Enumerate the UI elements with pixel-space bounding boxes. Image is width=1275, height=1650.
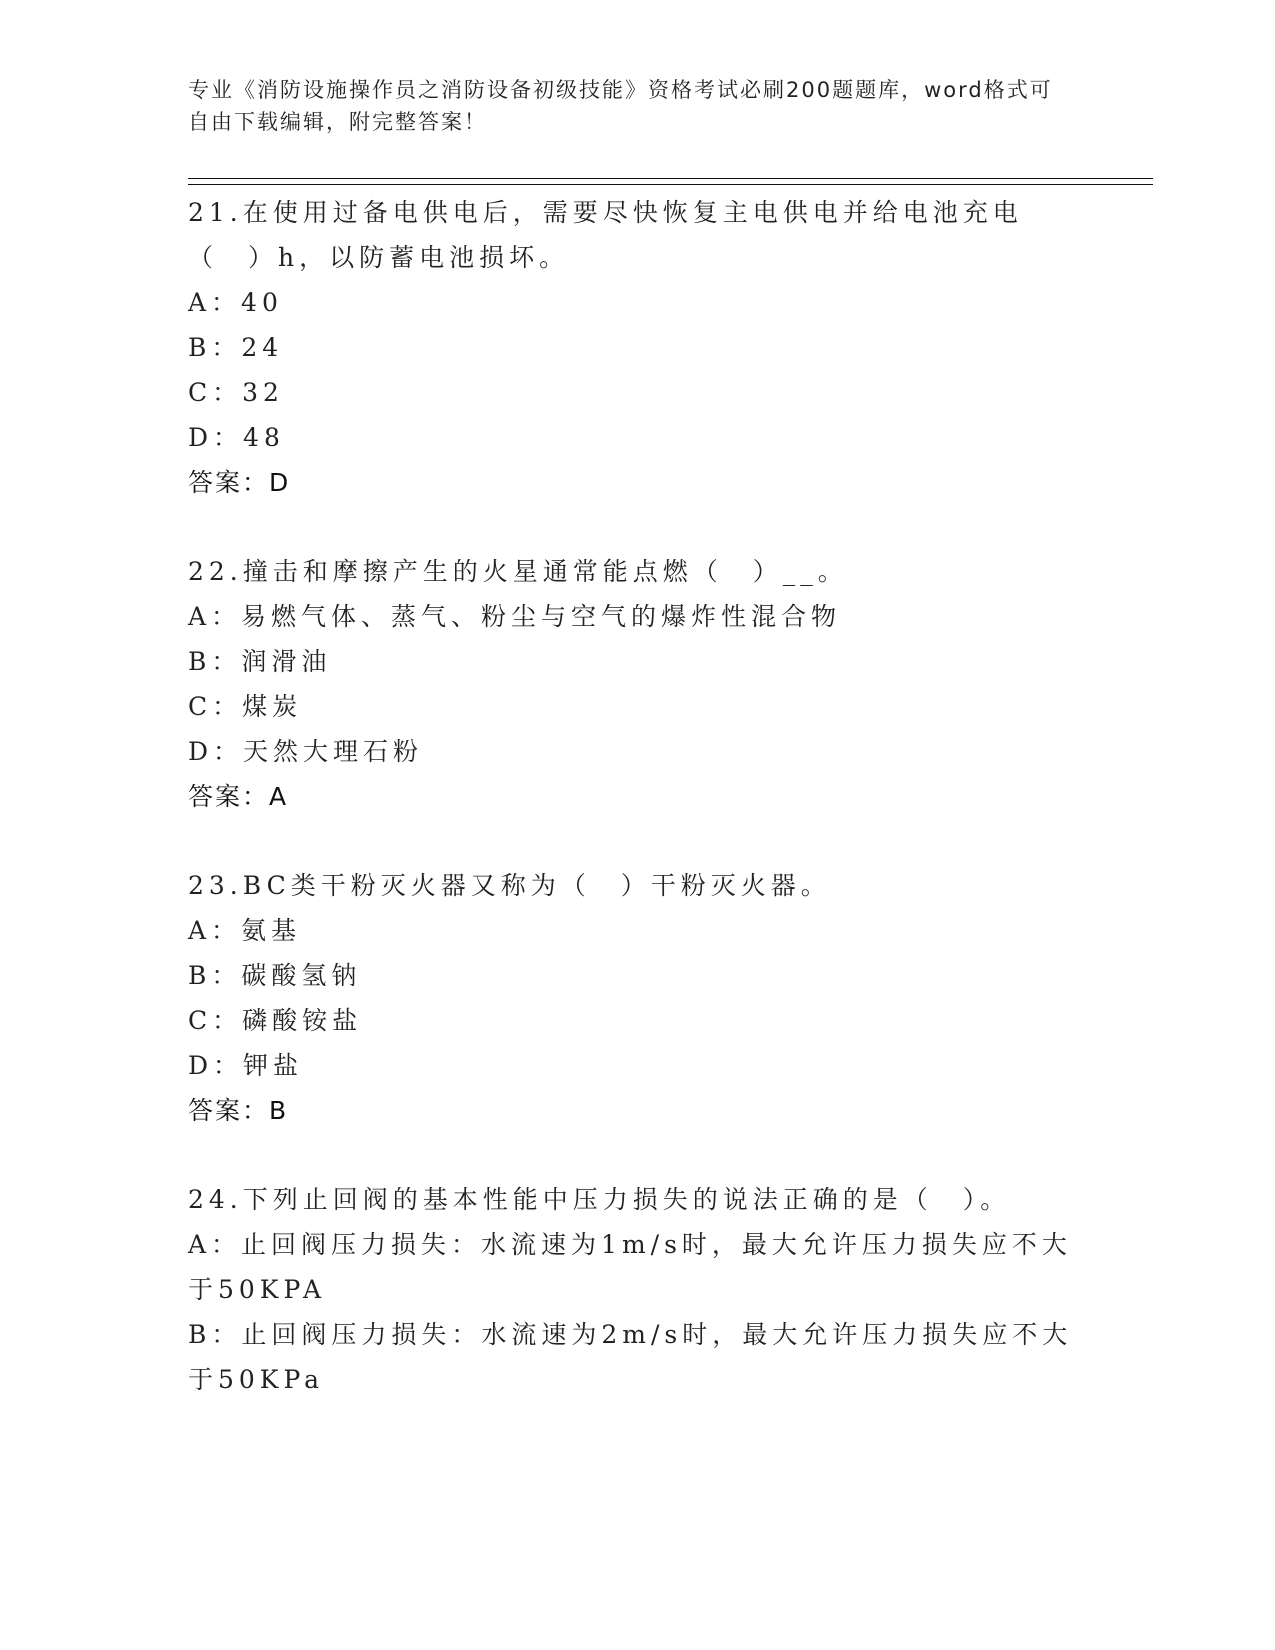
answer-line: 答案：D [188, 468, 291, 497]
option-c: C：32 [188, 378, 284, 407]
option-b: B：24 [188, 333, 284, 362]
option-a: A：氨基 [188, 916, 302, 945]
option-d: D：钾盐 [188, 1051, 304, 1080]
question-stem: 21.在使用过备电供电后，需要尽快恢复主电供电并给电池充电（ ）h，以防蓄电池损坏。 [188, 198, 1023, 272]
option-d: D：48 [188, 423, 285, 452]
option-a: A：易燃气体、蒸气、粉尘与空气的爆炸性混合物 [188, 602, 842, 631]
question-stem: 24.下列止回阀的基本性能中压力损失的说法正确的是（ ）。 [188, 1185, 1011, 1214]
header-divider-bottom [188, 184, 1153, 185]
option-d: D：天然大理石粉 [188, 737, 424, 766]
option-c: C：煤炭 [188, 692, 303, 721]
option-b: B：润滑油 [188, 647, 332, 676]
answer-line: 答案：A [188, 782, 289, 811]
option-a: A：40 [188, 288, 283, 317]
question-21 [188, 190, 1088, 505]
question-23 [188, 863, 1088, 1133]
question-22 [188, 549, 1088, 819]
document-header: 专业《消防设施操作员之消防设备初级技能》资格考试必刷200题题库，word格式可自由下载编辑，附完整答案！ [188, 78, 1053, 134]
question-stem: 22.撞击和摩擦产生的火星通常能点燃（ ）__。 [188, 557, 848, 586]
header-divider-top [188, 178, 1153, 179]
option-b: B：碳酸氢钠 [188, 961, 362, 990]
question-list [188, 190, 1088, 1446]
answer-line: 答案：B [188, 1096, 289, 1125]
question-24 [188, 1177, 1088, 1402]
option-b: B：止回阀压力损失：水流速为2m/s时，最大允许压力损失应不大于50KPa [188, 1320, 1073, 1394]
option-c: C：磷酸铵盐 [188, 1006, 363, 1035]
question-stem: 23.BC类干粉灭火器又称为（ ）干粉灭火器。 [188, 871, 831, 900]
option-a: A：止回阀压力损失：水流速为1m/s时，最大允许压力损失应不大于50KPA [188, 1230, 1072, 1304]
